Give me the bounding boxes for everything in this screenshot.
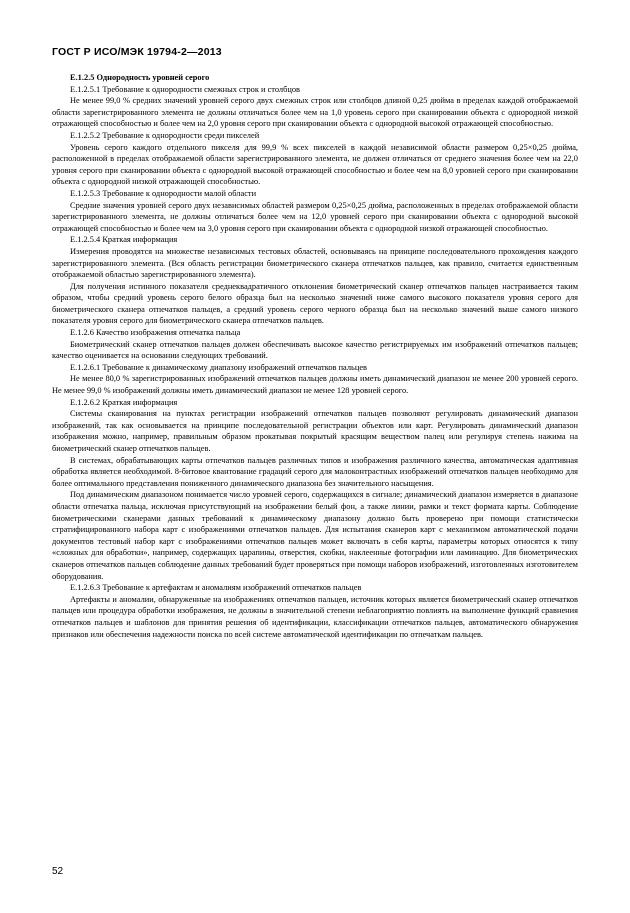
section-subheading: E.1.2.6 Качество изображения отпечатка пальца (70, 328, 241, 338)
section-subheading: E.1.2.6.3 Требование к артефактам и аномалиям изображений отпечатков пальцев (70, 583, 362, 593)
document-standard-header: ГОСТ Р ИСО/МЭК 19794-2—2013 (52, 46, 222, 58)
paragraph: Не менее 80,0 % зарегистрированных изображений отпечатков пальцев должны иметь динамический диапазон не менее 200 уровней серого. Не менее 99,0 % изображений должны иметь динамический диапазон не менее 128 уровней серого. (52, 374, 578, 396)
paragraph: Измерения проводятся на множестве независимых тестовых областей, основываясь на принципе последовательного прохождения каждого зарегистрированного элемента. (Вся область регистрации биометрического сканера отпечатков пальцев, как правило, считается единственным отображаемой областью зарегистрированного элемента). (52, 246, 578, 280)
paragraph: Средние значения уровней серого двух независимых областей размером 0,25×0,25 дюйма, расположенных в пределах отображаемой области зарегистрированного элемента, не должны отличаться более чем на 12,0 уровней серого при сканировании объекта с однородной высокой отражающей способностью и более чем на 3,0 уровня серого при сканировании объекта с однородной низкой отражающей способностью. (52, 200, 578, 233)
section-subheading: E.1.2.6.1 Требование к динамическому диапазону изображений отпечатков пальцев (70, 362, 368, 372)
paragraph: Не менее 99,0 % средних значений уровней серого двух смежных строк или столбцов длиной 0,25 дюйма в пределах каждой отображаемой области зарегистрированного элемента не должны отличаться более чем на 1,0 уровень серого при сканировании объекта с однородной низкой отражающей способностью и более чем на 2,0 уровня серого при сканировании объекта с однородной высокой отражающей способностью. (52, 96, 578, 129)
section-subheading: E.1.2.6.2 Краткая информация (70, 397, 178, 407)
paragraph: Биометрический сканер отпечатков пальцев должен обеспечивать высокое качество регистрируемых им изображений отпечатков пальцев; качество оценивается на основании следующих требований. (52, 339, 578, 361)
section-subheading: E.1.2.5.4 Краткая информация (70, 235, 178, 245)
section-heading: E.1.2.5 Однородность уровней серого (70, 73, 210, 82)
paragraph: Артефакты и аномалии, обнаруженные на изображениях отпечатков пальцев, источник которых является биометрический сканер отпечатков пальцев или процедура обработки изображения, не должны в значительной степени неблагоприятно повлиять на выполнение функций сравнения отпечатков пальцев и шаблонов для принятия решения об идентификации, классификации отпечатков пальцев, автоматического обнаружения признаков или обеспечения надежности поиска по всей системе автоматической идентификации по отпечаткам пальцев. (52, 594, 578, 639)
paragraph: Для получения истинного показателя среднеквадратичного отклонения биометрический сканер отпечатков пальцев настраивается таким образом, чтобы средний уровень серого белого образца был на несколько значений ниже самого высокого показателя уровня серого для биометрического сканера отпечатков пальцев, а средний уровень серого черного образца был на несколько значений выше самого низкого показателя уровня серого для биометрического сканера отпечатков пальцев. (52, 281, 578, 326)
paragraph: Системы сканирования на пунктах регистрации изображений отпечатков пальцев позволяют регулировать динамический диапазон изображений, так как основывается на принципе последовательной регистрации объектов или карт. Регулировать динамический диапазон изображения можно, например, правильным образом прокатывая покрытый красящим веществом палец или регулируя степень нажима на биометрический сканер отпечатков пальцев. (52, 409, 578, 453)
section-subheading: E.1.2.5.2 Требование к однородности среди пикселей (70, 130, 260, 140)
document-body (52, 72, 578, 640)
section-subheading: E.1.2.5.3 Требование к однородности малой области (70, 188, 257, 198)
paragraph: Уровень серого каждого отдельного пикселя для 99,9 % всех пикселей в каждой независимой области размером 0,25×0,25 дюйма, расположенной в пределах отображаемой области зарегистрированного элемента, не должен отличаться от среднего значения более чем на 22,0 уровня серого при сканировании объекта с однородной высокой отражающей способностью и более чем на 8,0 уровней серого при сканировании объекта с однородной низкой отражающей способностью. (52, 142, 578, 187)
paragraph: В системах, обрабатывающих карты отпечатков пальцев различных типов и изображения различного качества, автоматическая адаптивная обработка является необходимой. 8-битовое квантование градаций серого для малоконтрастных изображений отпечатков пальцев необходимо для более оптимального представления пониженного динамического диапазона без значительного насыщения. (52, 455, 578, 488)
paragraph: Под динамическим диапазоном понимается число уровней серого, содержащихся в сигнале; динамический диапазон измеряется в диапазоне области отпечатка пальца, исключая присутствующий на изображении белый фон, а также линии, рамки и текст формата карты. Соблюдение биометрическими сканерами данных требований к динамическому диапазону должно быть проверено при помощи статистически стратифицированного набора карт с изображениями отпечатков пальцев. Для испытания сканеров карт с механизмом автоматической подачи документов тестовый набор карт с изображениями отпечатков пальцев может включать в себя карты, параметры которых относятся к типу «сложных для обработки», например, содержащих царапины, отверстия, скобки, наклеенные фотографии или ламинацию. Для биометрических сканеров отпечатков пальцев соблюдение данных требований будет проверяться при помощи наборов изображений, изготовленных изготовителем оборудования. (52, 490, 578, 581)
page-number: 52 (52, 866, 64, 877)
section-subheading: E.1.2.5.1 Требование к однородности смежных строк и столбцов (70, 84, 300, 94)
